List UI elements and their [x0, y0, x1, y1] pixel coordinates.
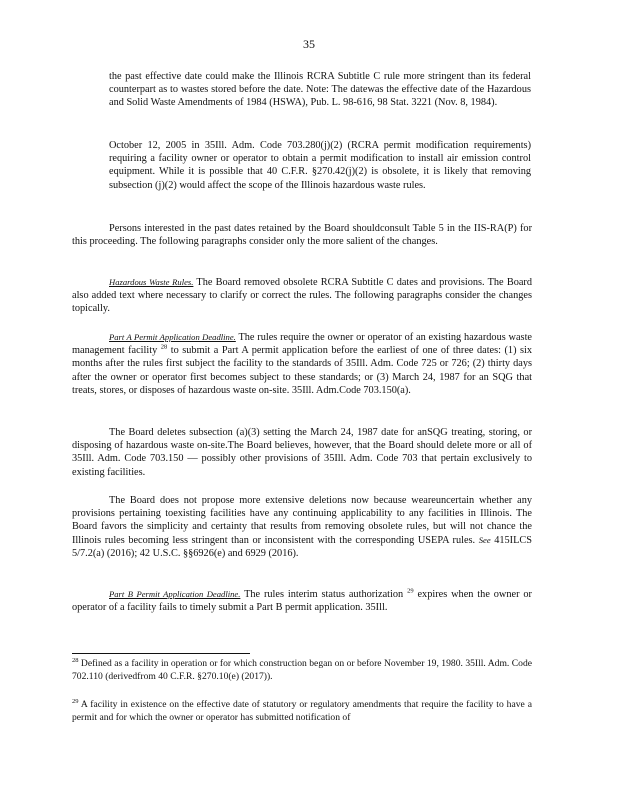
text-statute-citation: 415ILCS 5/7.2(a) (2016); 42 U.S.C. §§6926(e) and 6929 (2016).: [72, 534, 532, 559]
footnote-29-text: A facility in existence on the effective date of statutory or regulatory amendments that require the facility to have a permit and for which the owner or operator has submitted notification of: [72, 699, 532, 723]
paragraph-hazardous-waste-rules: [72, 276, 532, 316]
heading-hazardous-waste-rules: Hazardous Waste Rules.: [109, 277, 194, 287]
paragraph-persons-interested: Persons interested in the past dates retained by the Board shouldconsult Table 5 in the IIS-RA(P) for this proceeding. The following paragraphs consider only the more salient of the changes.: [72, 223, 532, 248]
paragraph-board-deletes: The Board deletes subsection (a)(3) setting the March 24, 1987 date for anSQG treating, storing, or disposing of hazardous waste on-site.The Board believes, however, that the Board should delete more or all of 35Ill. Adm. Code 703.150 — possibly other provisions of 35Ill. Adm. Code 703 that pertain exclusively to existing facilities.: [72, 427, 532, 478]
footnote-ref-29: 29: [407, 587, 414, 595]
paragraph-october-2005: October 12, 2005 in 35Ill. Adm. Code 703.280(j)(2) (RCRA permit modification requirements) requiring a facility owner or operator to obtain a permit modification to install air emission control equipment. While it is possible that 40 C.F.R. §270.42(j)(2) is obsolete, it is likely that removing subsection (j)(2) would affect the scope of the Illinois hazardous waste rules.: [109, 140, 531, 191]
page-number: 35: [303, 37, 315, 51]
text-extensive-deletions: The Board does not propose more extensive deletions now because weareuncertain whether any provisions pertaining toexisting facilities have any continuing applicability to any facilities in Illinois. The Board favors the simplicity and certainty that results from removing obsolete rules, but will not chance the Illinois rules becoming less stringent than or inconsistent with the corresponding USEPA rules.: [72, 495, 532, 546]
text-part-b-deadline-b: expires when the owner or operator of a facility fails to timely submit a Part B permit application. 35Ill.: [72, 589, 532, 614]
footnote-28-number: 28: [72, 656, 79, 664]
footnote-28-text: Defined as a facility in operation or for which construction began on or before November 19, 1980. 35Ill. Adm. Code 702.110 (derivedfrom 40 C.F.R. §270.10(e) (2017)).: [72, 658, 532, 682]
text-part-b-deadline-a: The rules interim status authorization: [240, 589, 408, 600]
paragraph-part-a-deadline: [72, 331, 532, 397]
heading-part-a-deadline: Part A Permit Application Deadline.: [109, 332, 236, 342]
footnote-ref-28: 28: [160, 343, 168, 351]
paragraph-part-b-deadline: [72, 588, 532, 614]
footnote-separator: [72, 653, 250, 654]
footnote-28: [72, 657, 532, 683]
paragraph-board-does-not-propose: [72, 494, 532, 560]
text-part-a-deadline-a: The rules require the owner or operator of an existing hazardous waste management facility: [72, 332, 533, 357]
paragraph-past-effective-date: the past effective date could make the Illinois RCRA Subtitle C rule more stringent than its federal counterpart as to wastes stored before the date. Note: The datewas the effective date of the Hazardous and Solid Waste Amendments of 1984 (HSWA), Pub. L. 98-616, 98 Stat. 3221 (Nov. 8, 1984).: [109, 71, 531, 109]
text-part-a-deadline-b: to submit a Part A permit application before the earliest of one of three dates: (1) six months after the rules first subject the facility to the standards of 35Ill. Adm. Code 725 or 726; (2) thirty days after the owner or operator first becomes subject to these standards; or (3) March 24, 1987 for an SQG that treats, stores, or disposes of hazardous waste on-site. 35Ill. Adm.Code 703.150(a).: [72, 345, 533, 396]
heading-part-b-deadline: Part B Permit Application Deadline.: [109, 589, 241, 599]
see-signal: See: [478, 534, 491, 545]
footnote-29: [72, 698, 532, 724]
footnote-29-number: 29: [72, 697, 79, 705]
text-hazardous-waste-rules: The Board removed obsolete RCRA Subtitle C dates and provisions. The Board also added text where necessary to clarify or correct the rules. The following paragraphs consider the changes topically.: [72, 277, 532, 315]
